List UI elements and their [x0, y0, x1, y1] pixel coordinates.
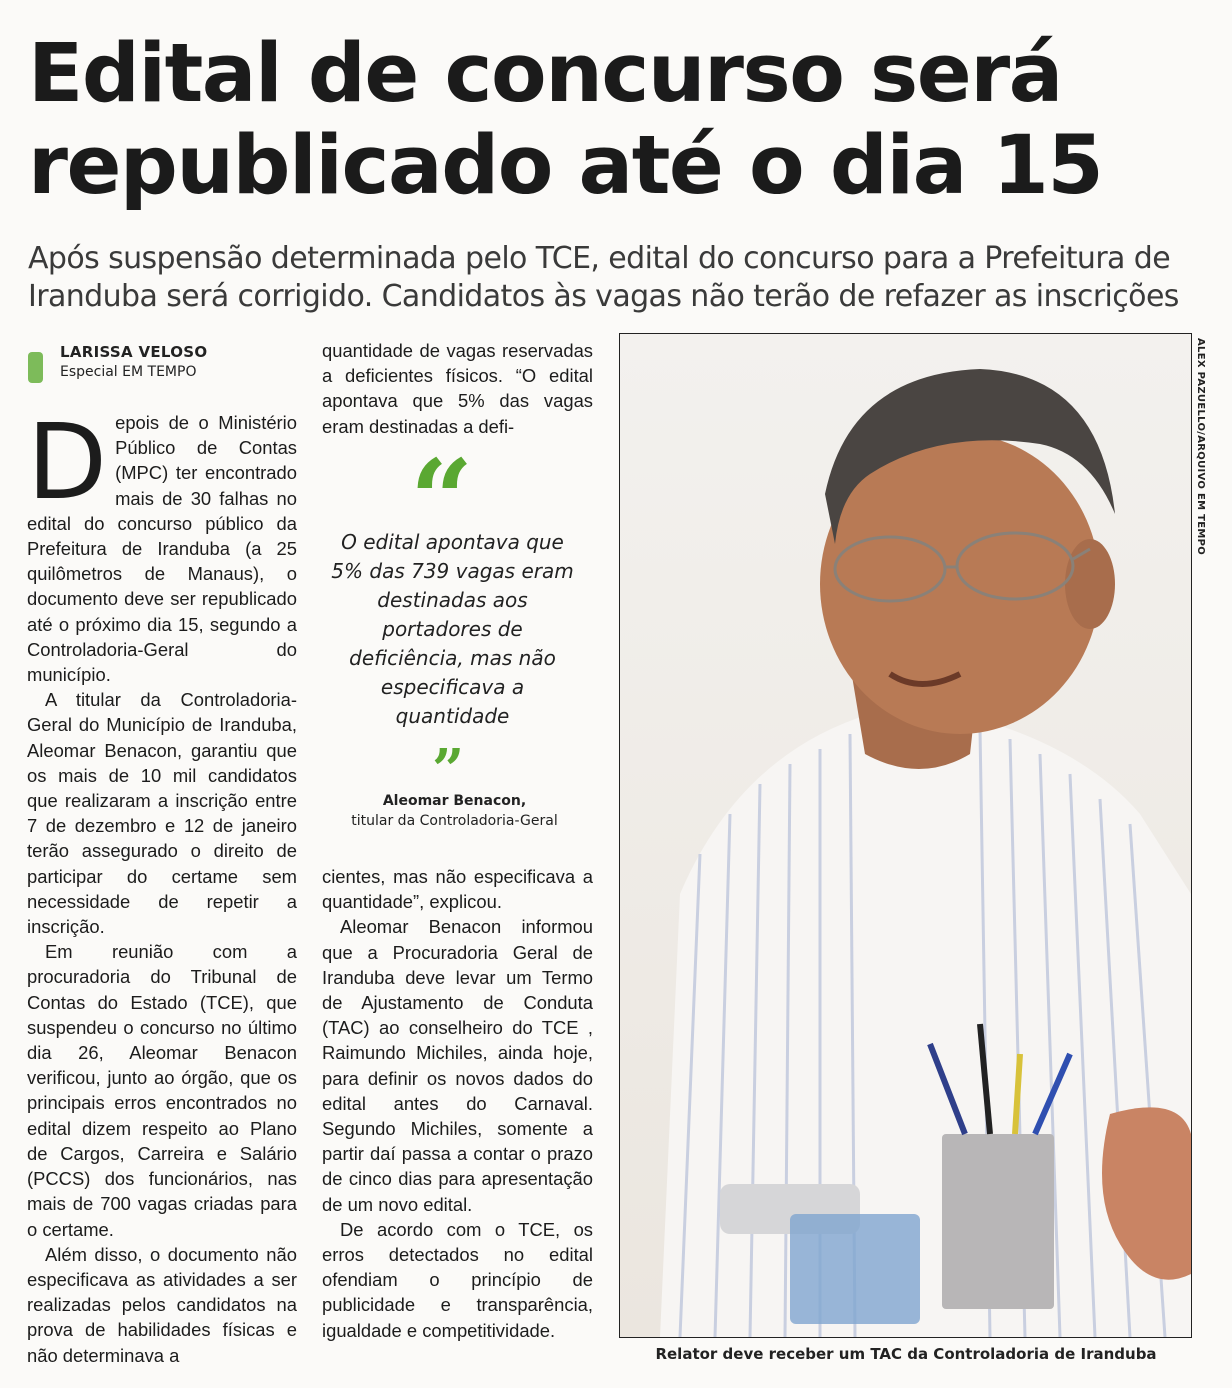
- byline-author: LARISSA VELOSO: [60, 343, 208, 361]
- paragraph: Além disso, o documento não especificava as atividades a ser realizadas pelos candidatos na prova de habilidades físicas e não determinava a: [27, 1243, 297, 1366]
- article-column-2-top: [322, 338, 593, 439]
- headline: Edital de concurso será republicado até o dia 15: [28, 27, 1103, 213]
- deck-subtitle: Após suspensão determinada pelo TCE, edital do concurso para a Prefeitura de Iranduba será corrigido. Candidatos às vagas não terão de refazer as inscrições: [28, 241, 1179, 314]
- paragraph: De acordo com o TCE, os erros detectados no edital ofendiam o princípio de publicidade e transparência, igualdade e competitividade.: [322, 1218, 593, 1341]
- byline-accent-bar: [28, 352, 43, 383]
- drop-cap: D: [27, 401, 108, 523]
- paragraph: Em reunião com a procuradoria do Tribunal de Contas do Estado (TCE), que suspendeu o concurso no último dia 26, Aleomar Benacon verificou, junto ao órgão, que os principais erros encontrados no edital dizem respeito ao Plano de Cargos, Carreira e Salário (PCCS) dos funcionários, nas mais de 700 vagas criadas para o certame.: [27, 941, 297, 1240]
- paragraph: quantidade de vagas reservadas a deficientes físicos. “O edital apontava que 5% das vagas eram destinadas a defi-: [322, 340, 593, 437]
- paragraph: cientes, mas não especificava a quantidade”, explicou.: [322, 866, 593, 913]
- article-column-2-bottom: [322, 864, 593, 1343]
- pullquote-speaker: Aleomar Benacon,: [382, 793, 527, 809]
- person-illustration: [620, 334, 1191, 1337]
- photo-credit: [1184, 338, 1214, 638]
- photo-caption: Relator deve receber um TAC da Controladoria de Iranduba: [655, 1345, 1157, 1363]
- close-quote-icon: ”: [432, 737, 465, 803]
- article-column-1: [27, 401, 297, 1368]
- byline-role: Especial EM TEMPO: [60, 364, 197, 380]
- pullquote-speaker-role: titular da Controladoria-Geral: [351, 813, 558, 829]
- pullquote-text: O edital apontava que 5% das 739 vagas eram destinadas aos portadores de deficiência, mas não especificava a quantidade: [331, 530, 574, 728]
- photo-credit-text: ALEX PAZUELLO/ARQUIVO EM TEMPO: [1195, 338, 1206, 556]
- paragraph: Aleomar Benacon informou que a Procuradoria Geral de Iranduba deve levar um Termo de Ajustamento de Conduta (TAC) ao conselheiro do TCE , Raimundo Michiles, ainda hoje, para definir os novos dados do edital antes do Carnaval. Segundo Michiles, somente a partir daí passa a contar o prazo de cinco dias para apresentação de um novo edital.: [322, 916, 593, 1215]
- open-quote-icon: “: [410, 435, 474, 564]
- paragraph: epois de o Ministério Público de Contas (MPC) ter encontrado mais de 30 falhas no edital do concurso público da Prefeitura de Iranduba (a 25 quilômetros de Manaus), o documento deve ser republicado até o próximo dia 15, segundo a Controladoria-Geral do município.: [27, 412, 297, 686]
- photo-portrait: [619, 333, 1192, 1338]
- paragraph: A titular da Controladoria-Geral do Município de Iranduba, Aleomar Benacon, garantiu que os mais de 10 mil candidatos que realizaram a inscrição entre 7 de dezembro e 12 de janeiro terão assegurado o direito de participar do certame sem necessidade de repetir a inscrição.: [27, 689, 297, 938]
